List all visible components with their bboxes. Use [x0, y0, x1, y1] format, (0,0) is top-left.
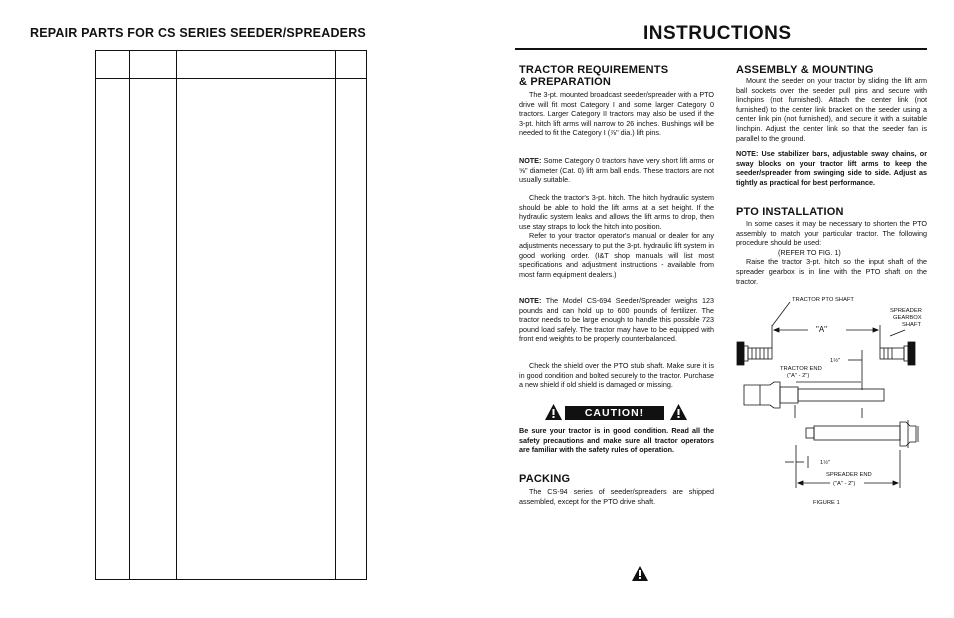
note-text: The Model CS-694 Seeder/Spreader weighs 123 pounds and can hold up to 600 pounds of fertilizer. The tractor needs to be large enough to handle this possible 723 pound load safely. The tractor may have to be equipped with front end weights to be properly counterbalanced.	[519, 296, 714, 344]
assembly-heading: ASSEMBLY & MOUNTING	[736, 64, 874, 76]
tractor-heading-line1: TRACTOR REQUIREMENTS	[519, 64, 669, 76]
tractor-paragraph: Refer to your tractor operator's manual or dealer for any adjustments necessary to put the 3-pt. hydraulic lift system in good working order. (I&T shop manuals will list most specifications and adjustment instructions - available from most farm equipment dealers.)	[519, 231, 714, 279]
pto-heading: PTO INSTALLATION	[736, 206, 844, 218]
note-label: NOTE:	[519, 296, 542, 305]
figure-label-spreader: SPREADER	[890, 308, 922, 314]
title-rule	[515, 48, 927, 50]
table-column-divider	[176, 51, 177, 579]
tractor-paragraph: Check the tractor's 3-pt. hitch. The hitch hydraulic system should be able to hold the lift arms at a set height. If the hydraulic system leaks and allows the lift arms to drop, then use stay straps to lock the hitch into position.	[519, 193, 714, 231]
note-label: NOTE:	[519, 156, 542, 165]
packing-heading: PACKING	[519, 473, 571, 485]
parts-table	[95, 50, 367, 580]
caution-text: Be sure your tractor is in good condition. Read all the safety precautions and make sure all tractor operators are familiar with the safety rules of operation.	[519, 426, 714, 455]
pto-reference: (REFER TO FIG. 1)	[778, 247, 841, 257]
table-column-divider	[129, 51, 130, 579]
pto-paragraph: Raise the tractor 3-pt. hitch so the input shaft of the spreader gearbox is in line with the PTO shaft on the tractor.	[736, 257, 927, 286]
table-header-divider	[96, 78, 366, 79]
assembly-text: Mount the seeder on your tractor by sliding the lift arm ball sockets over the seeder pull pins and secure with linchpins (not furnished). Attach the center link (not furnished) to the center link bracket on the seeder using a center link pin (not furnished), and secure it with a suitable linchpin. Adjust the center link so that the seeder fan is parallel to the ground.	[736, 76, 927, 143]
figure-dimension-bottom: 1½"	[820, 460, 831, 466]
figure-label-tractor-pto-shaft: TRACTOR PTO SHAFT	[792, 297, 854, 303]
figure-label-spreader-end: SPREADER END	[826, 472, 872, 478]
figure-pto-diagram	[730, 290, 930, 510]
tractor-note	[519, 296, 714, 344]
figure-dimension-top: 1½"	[830, 358, 841, 364]
tractor-paragraph: Check the shield over the PTO stub shaft. Make sure it is in good condition and bolted securely to the tractor. Purchase a new shield if old shield is damaged or missing.	[519, 361, 714, 390]
warning-triangle-icon	[670, 404, 687, 420]
figure-label-gearbox: GEARBOX	[893, 315, 922, 321]
caution-banner: CAUTION!	[565, 406, 664, 420]
figure-caption: FIGURE 1	[813, 500, 840, 506]
page-title: INSTRUCTIONS	[643, 23, 792, 44]
tractor-heading-line2: & PREPARATION	[519, 75, 612, 88]
table-column-divider	[335, 51, 336, 579]
figure-dimension-a: "A"	[816, 325, 828, 334]
figure-label-tractor-end-formula: ("A" - 2")	[787, 373, 810, 379]
warning-triangle-icon	[632, 566, 648, 581]
note-text: Some Category 0 tractors have very short lift arms or ⅝" diameter (Cat. 0) lift arm ball ends. These tractors are not usually suitable.	[519, 156, 714, 185]
figure-label-tractor-end: TRACTOR END	[780, 366, 822, 372]
pto-paragraph: In some cases it may be necessary to shorten the PTO assembly to match your particular tractor. The following procedure should be used:	[736, 219, 927, 248]
left-page-title: REPAIR PARTS FOR CS SERIES SEEDER/SPREADERS	[30, 26, 366, 40]
figure-label-shaft: SHAFT	[902, 322, 922, 328]
figure-label-spreader-end-formula: ("A" - 2")	[833, 481, 856, 487]
assembly-note: NOTE: Use stabilizer bars, adjustable sway chains, or sway blocks on your tractor lift arms to keep the seeder/spreader from swinging side to side. Adjust as tightly as practical for best performance.	[736, 149, 927, 187]
packing-text: The CS-94 series of seeder/spreaders are shipped assembled, except for the PTO drive shaft.	[519, 487, 714, 506]
tractor-heading	[519, 65, 668, 88]
tractor-note	[519, 156, 714, 185]
tractor-paragraph: The 3-pt. mounted broadcast seeder/spreader with a PTO drive will fit most Category I and some larger Category 0 tractors. Larger Category II tractors may also be used if the 3-pt. hitch lift arms will narrow to 26 inches. Bushings will be needed to fit the Category I (⅞" dia.) lift pins.	[519, 90, 714, 138]
warning-triangle-icon	[545, 404, 562, 420]
